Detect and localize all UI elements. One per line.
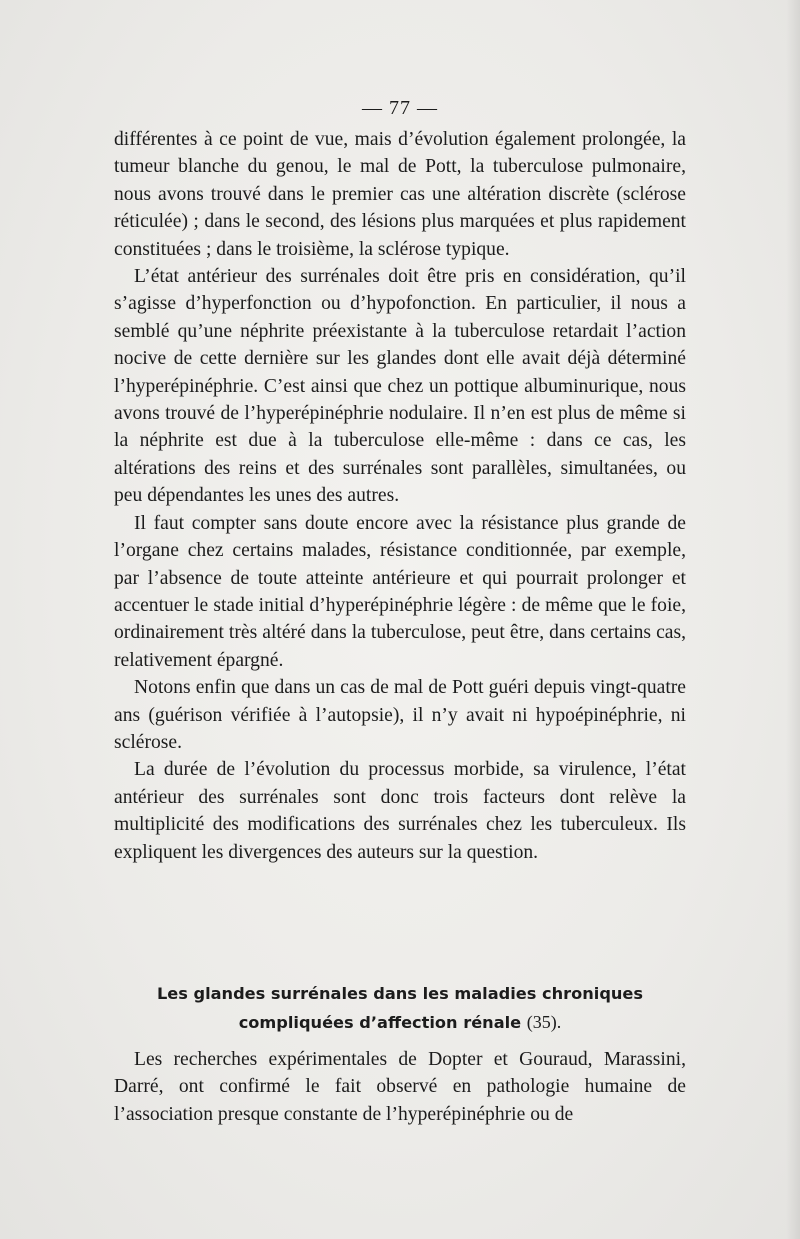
section-heading [150, 980, 650, 1037]
paragraph-4: Notons enfin que dans un cas de mal de Pott guéri depuis vingt-quatre ans (guérison vérifiée à l’autopsie), il n’y avait ni hypoépinéphrie, ni sclérose. [114, 677, 686, 753]
paragraph-3: Il faut compter sans doute encore avec la résistance plus grande de l’organe chez certains malades, résistance conditionnée, par exemple, par l’absence de toute atteinte antérieure et qui pourrait prolonger et accentuer le stade initial d’hyperépinéphrie légère : de même que le foie, ordinairement très altéré dans la tuberculose, peut être, dans certains cas, relativement épargné. [114, 512, 686, 671]
section-heading-reference: (35). [526, 1012, 562, 1032]
paragraph-2: L’état antérieur des surrénales doit être pris en considération, qu’il s’agisse d’hyperfonction ou d’hypofonction. En particulier, il nous a semblé qu’une néphrite préexistante à la tuberculose retardait l’action nocive de cette dernière sur les glandes dont elle avait déjà déterminé l’hyperépinéphrie. C’est ainsi que chez un pottique albuminurique, nous avons trouvé de l’hyperépinéphrie nodulaire. Il n’en est plus de même si la néphrite est due à la tuberculose elle-même : dans ce cas, les altérations des reins et des surrénales sont parallèles, simultanées, ou peu dépendantes les unes des autres. [114, 266, 686, 507]
page-number: — 77 — [362, 97, 438, 119]
section-heading-line-2 [150, 1008, 650, 1037]
page-edge-shadow [786, 0, 800, 1239]
section-body-text [114, 1046, 686, 1128]
body-text [114, 126, 686, 866]
paragraph-1: différentes à ce point de vue, mais d’évolution également prolongée, la tumeur blanche du genou, le mal de Pott, la tuberculose pulmonaire, nous avons trouvé dans le premier cas une altération discrète (sclérose réticulée) ; dans le second, des lésions plus marquées et plus rapidement constituées ; dans le troisième, la sclérose typique. [114, 129, 686, 260]
paragraph-5: La durée de l’évolution du processus morbide, sa virulence, l’état antérieur des surrénales sont donc trois facteurs dont relève la multiplicité des modifications des surrénales chez les tuberculeux. Ils expliquent les divergences des auteurs sur la question. [114, 759, 686, 863]
section-heading-text: compliquées d’affection rénale [238, 1013, 522, 1032]
section-paragraph-1: Les recherches expérimentales de Dopter et Gouraud, Marassini, Darré, ont confirmé le fait observé en pathologie humaine de l’association presque constante de l’hyperépinéphrie ou de [114, 1049, 686, 1125]
section-heading-line-1: Les glandes surrénales dans les maladies chroniques [156, 984, 644, 1003]
